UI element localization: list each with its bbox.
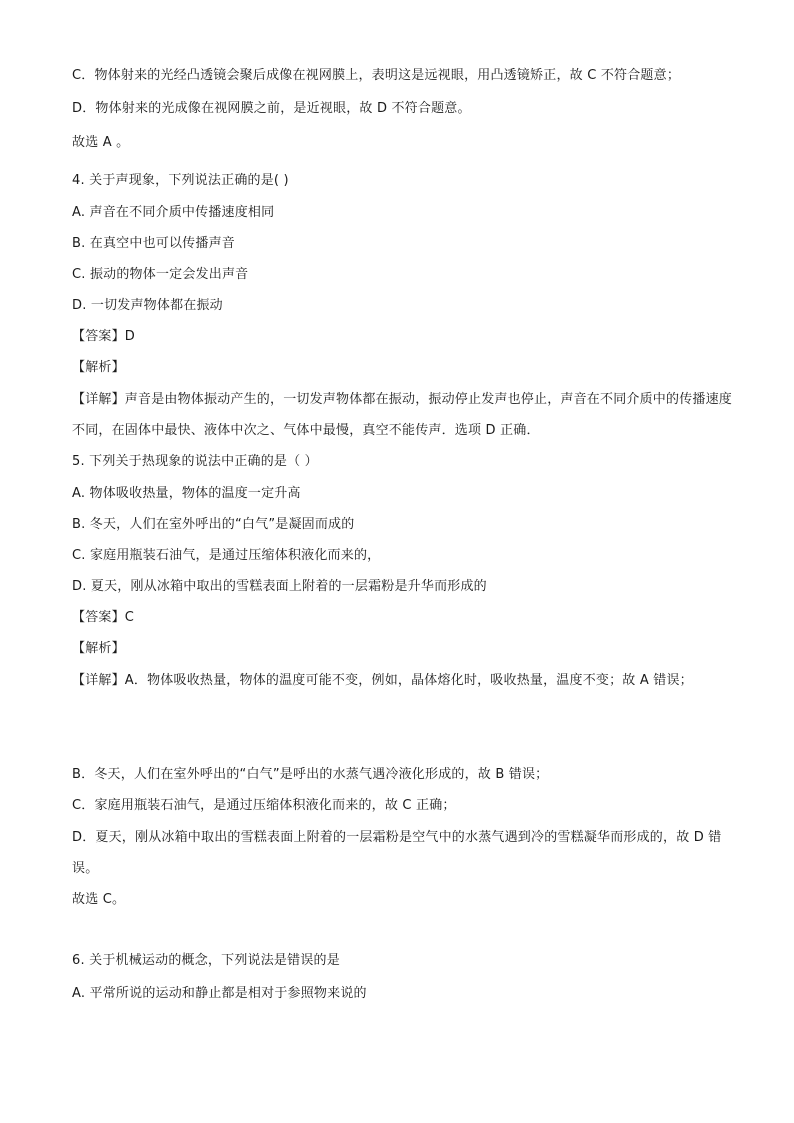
q5-option-b: B. 冬天，人们在室外呼出的“白气”是凝固而成的 [72,517,355,532]
q6-option-a: A. 平常所说的运动和静止都是相对于参照物来说的 [72,986,367,1001]
q5-stem: 5. 下列关于热现象的说法中正确的是（ ） [72,454,318,469]
q5-detail-c: C．家庭用瓶装石油气，是通过压缩体积液化而来的，故 C 正确； [72,798,456,813]
prev-option-c-explanation: C．物体射来的光经凸透镜会聚后成像在视网膜上，表明这是远视眼，用凸透镜矫正，故 C 不符合题意； [72,68,681,83]
q4-answer: 【答案】D [72,329,136,344]
prev-option-d-explanation: D．物体射来的光成像在视网膜之前，是近视眼，故 D 不符合题意。 [72,101,471,116]
q4-stem: 4. 关于声现象，下列说法正确的是( ) [72,173,289,188]
q5-detail-a: 【详解】A．物体吸收热量，物体的温度可能不变，例如，晶体熔化时，吸收热量，温度不变；故 A 错误； [72,673,693,688]
q5-answer: 【答案】C [72,610,135,625]
q5-detail-d: D．夏天，刚从冰箱中取出的雪糕表面上附着的一层霜粉是空气中的水蒸气遇到冷的雪糕凝华而形成的，故 D 错误。 [72,830,722,876]
q4-option-b: B. 在真空中也可以传播声音 [72,236,235,251]
q4-detail: 【详解】声音是由物体振动产生的，一切发声物体都在振动，振动停止发声也停止，声音在不同介质中的传播速度不同，在固体中最快、液体中次之、气体中最慢，真空不能传声．选项 D 正确． [72,392,733,438]
q5-detail-b: B．冬天，人们在室外呼出的“白气”是呼出的水蒸气遇冷液化形成的，故 B 错误； [72,767,549,782]
q5-option-a: A. 物体吸收热量，物体的温度一定升高 [72,486,301,501]
q4-option-a: A. 声音在不同介质中传播速度相同 [72,205,275,220]
prev-choose-statement: 故选 A 。 [72,135,130,150]
q4-analysis-label: 【解析】 [72,360,125,375]
q5-option-c: C. 家庭用瓶装石油气，是通过压缩体积液化而来的， [72,548,381,563]
q6-stem: 6. 关于机械运动的概念，下列说法是错误的是 [72,953,340,968]
q5-analysis-label: 【解析】 [72,641,125,656]
q5-option-d: D. 夏天，刚从冰箱中取出的雪糕表面上附着的一层霜粉是升华而形成的 [72,579,487,594]
q4-option-c: C. 振动的物体一定会发出声音 [72,267,249,282]
q4-option-d: D. 一切发声物体都在振动 [72,298,223,313]
q5-choose-statement: 故选 C。 [72,892,126,907]
